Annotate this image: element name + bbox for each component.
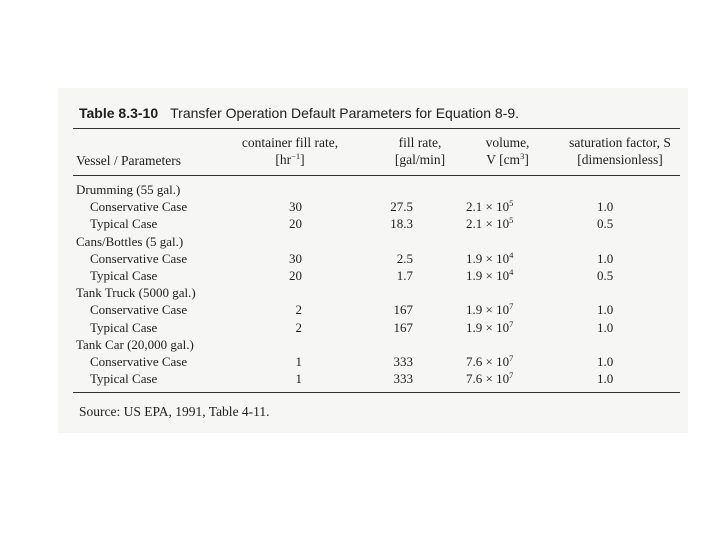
- volume-value: $1.9 \times 10^7$: [466, 318, 514, 335]
- group-label: Tank Truck (5000 gal.): [76, 285, 196, 301]
- group-label: Tank Car (20,000 gal.): [76, 336, 194, 352]
- container-fill-rate-value: 2: [295, 302, 302, 318]
- header-rule: [73, 175, 680, 176]
- saturation-factor-value: 1.0: [597, 354, 614, 369]
- volume-value: $1.9 \times 10^7$: [466, 301, 514, 318]
- case-label: Typical Case: [90, 319, 158, 335]
- volume-value: $1.9 \times 10^4$: [466, 267, 514, 283]
- header-saturation-factor: saturation factor, S [dimensionless]: [569, 135, 671, 167]
- case-label: Typical Case: [90, 216, 158, 232]
- saturation-factor-value: 1.0: [597, 319, 614, 335]
- volume-value: $7.6 \times 10^7$: [466, 353, 514, 369]
- case-label: Conservative Case: [90, 199, 188, 215]
- container-fill-rate-value: 1: [295, 371, 302, 387]
- case-label: Conservative Case: [90, 250, 188, 266]
- top-rule: [73, 128, 680, 129]
- volume-value: $7.6 \times 10^7$: [466, 370, 514, 387]
- table-source: Source: US EPA, 1991, Table 4-11.: [79, 404, 270, 419]
- group-label: Cans/Bottles (5 gal.): [76, 233, 184, 249]
- fill-rate-value: 18.3: [390, 216, 413, 232]
- table-title: Transfer Operation Default Parameters for Equation 8-9.: [170, 105, 519, 121]
- fill-rate-value: 27.5: [390, 199, 413, 215]
- case-label: Typical Case: [90, 371, 158, 387]
- table-number: Table 8.3-10: [79, 105, 159, 121]
- container-fill-rate-value: 2: [295, 319, 302, 335]
- container-fill-rate-value: 20: [289, 268, 302, 283]
- fill-rate-value: 167: [393, 319, 413, 335]
- saturation-factor-value: 1.0: [597, 250, 614, 266]
- fill-rate-value: 1.7: [396, 268, 413, 283]
- case-label: Conservative Case: [90, 302, 188, 318]
- container-fill-rate-value: 20: [289, 216, 302, 232]
- header-volume: volume, V $[cm^3]$: [485, 135, 530, 167]
- saturation-factor-value: 0.5: [597, 216, 614, 232]
- group-label: Drumming (55 gal.): [76, 182, 181, 197]
- bottom-rule: [73, 392, 680, 393]
- container-fill-rate-value: 1: [295, 354, 302, 369]
- header-fill-rate: fill rate, [gal/min]: [394, 135, 446, 167]
- saturation-factor-value: 1.0: [597, 302, 614, 318]
- saturation-factor-value: 1.0: [597, 371, 614, 387]
- fill-rate-value: 333: [393, 354, 413, 369]
- header-container-fill-rate: container fill rate, $[hr^{-1}]$: [241, 135, 339, 167]
- fill-rate-value: 167: [393, 302, 413, 318]
- case-label: Conservative Case: [90, 354, 188, 369]
- case-label: Typical Case: [90, 268, 158, 283]
- volume-value: $1.9 \times 10^4$: [466, 249, 514, 266]
- saturation-factor-value: 1.0: [597, 199, 614, 215]
- table-caption: [79, 105, 519, 121]
- saturation-factor-value: 0.5: [597, 268, 614, 283]
- volume-value: $2.1 \times 10^5$: [466, 215, 514, 232]
- container-fill-rate-value: 30: [289, 199, 302, 215]
- volume-value: $2.1 \times 10^5$: [466, 198, 514, 215]
- header-vessel: Vessel / Parameters: [76, 153, 181, 168]
- fill-rate-value: 2.5: [396, 250, 413, 266]
- container-fill-rate-value: 30: [289, 250, 302, 266]
- fill-rate-value: 333: [393, 371, 413, 387]
